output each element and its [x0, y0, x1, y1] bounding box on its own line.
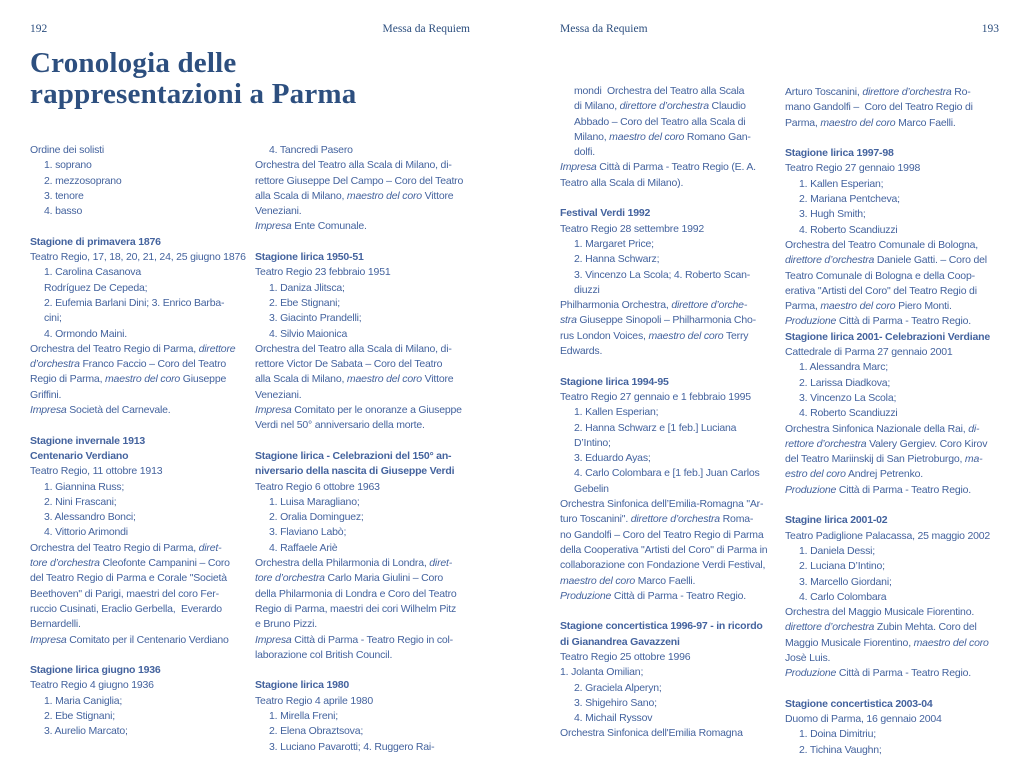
- text-line: 2. mezzosoprano: [44, 174, 122, 187]
- text-line: Teatro alla Scala di Milano).: [560, 176, 684, 189]
- text-line: del Teatro Regio di Parma e Corale "Società: [30, 572, 227, 585]
- text-line: 4. Silvio Maionica: [269, 327, 348, 340]
- text-line: 2. Oralia Dominguez;: [269, 511, 364, 524]
- text-line: Veneziani.: [255, 205, 302, 218]
- text-line: 1. Doina Dimitriu;: [799, 728, 876, 741]
- text-line: Teatro Regio 4 aprile 1980: [255, 694, 373, 707]
- text-line: 2. Graciela Alperyn;: [574, 681, 662, 694]
- text-line: Stagione concertistica 2003-04: [785, 697, 933, 710]
- text-line: 1. Carolina Casanova: [44, 266, 141, 279]
- text-line: Teatro Padiglione Palacassa, 25 maggio 2002: [785, 529, 991, 542]
- section-heading: [255, 449, 471, 480]
- paragraph: [785, 85, 1001, 131]
- text-line: Parma, maestro del coro Marco Faelli.: [785, 116, 956, 129]
- text-line: 2. Eufemia Barlani Dini; 3. Enrico Barba-: [44, 296, 225, 309]
- text-line: Parma, maestro del coro Piero Monti.: [785, 300, 952, 313]
- text-line: 4. Michail Ryssov: [574, 712, 653, 725]
- section-heading: [785, 146, 1001, 161]
- text-line: del Teatro Mariinskij di San Pietroburgo, ma-: [785, 453, 983, 466]
- text-line: Orchestra Sinfonica dell’Emilia-Romagna "Ar-: [560, 498, 764, 511]
- text-column-2: [255, 143, 471, 755]
- text-line: 2. Luciana D’Intino;: [799, 560, 885, 573]
- text-line: Verdi nel 50° anniversario della morte.: [255, 419, 425, 432]
- text-line: tore d’orchestra Carlo Maria Giulini – Coro: [255, 572, 444, 585]
- page-number-left: 192: [30, 23, 48, 35]
- text-line: 1. Mirella Freni;: [269, 709, 338, 722]
- text-line: 3. tenore: [44, 189, 84, 202]
- text-line: Teatro Regio 23 febbraio 1951: [255, 266, 391, 279]
- text-line: 1. Margaret Price;: [574, 237, 654, 250]
- text-line: Regio di Parma, maestri dei cori Wilhelm Pitz: [255, 602, 457, 615]
- text-line: 4. Ormondo Maini.: [44, 327, 127, 340]
- section-heading: [560, 375, 776, 390]
- paragraph: [560, 84, 776, 191]
- text-line: di Milano, direttore d’orchestra Claudio: [574, 100, 746, 113]
- paragraph: [785, 712, 1001, 758]
- section-heading: [785, 330, 1001, 345]
- text-line: Stagine lirica 2001-02: [785, 514, 888, 527]
- text-line: Teatro Regio, 17, 18, 20, 21, 24, 25 giugno 1876: [30, 251, 246, 264]
- running-header-right: Messa da Requiem: [560, 23, 648, 35]
- text-line: 2. Larissa Diadkova;: [799, 376, 891, 389]
- text-line: Griffini.: [30, 388, 62, 401]
- text-line: 4. basso: [44, 205, 83, 218]
- text-line: Teatro Regio 25 ottobre 1996: [560, 650, 691, 663]
- text-line: 2. Tichina Vaughn;: [799, 743, 882, 756]
- text-line: 3. Shigehiro Sano;: [574, 696, 657, 709]
- text-line: 1. Maria Caniglia;: [44, 694, 123, 707]
- paragraph: [785, 161, 1001, 329]
- paragraph: [30, 250, 246, 418]
- text-line: Centenario Verdiano: [30, 449, 129, 462]
- text-line: Rodríguez De Cepeda;: [44, 281, 148, 294]
- text-line: 1. Jolanta Omilian;: [560, 666, 644, 679]
- text-line: 4. Vittorio Arimondi: [44, 526, 128, 539]
- text-line: 4. Carlo Colombara: [799, 590, 887, 603]
- text-line: mondi Orchestra del Teatro alla Scala: [574, 85, 745, 97]
- text-line: Produzione Città di Parma - Teatro Regio.: [560, 589, 746, 602]
- text-line: Gebelin: [574, 482, 609, 495]
- running-header-left: Messa da Requiem: [382, 23, 470, 35]
- page-title: [30, 48, 480, 110]
- text-line: 4. Tancredi Pasero: [269, 144, 353, 156]
- text-line: Teatro Regio 27 gennaio e 1 febbraio 1995: [560, 390, 751, 403]
- text-line: Orchestra del Teatro alla Scala di Milano, di-: [255, 159, 452, 172]
- text-line: direttore d’orchestra Daniele Gatti. – Coro del: [785, 254, 987, 267]
- text-line: 2. Ebe Stignani;: [44, 709, 115, 722]
- paragraph: [30, 678, 246, 739]
- text-line: 2. Hanna Schwarz e [1 feb.] Luciana: [574, 421, 737, 434]
- text-line: tore d’orchestra Cleofonte Campanini – Coro: [30, 557, 230, 570]
- paragraph: [255, 265, 471, 433]
- text-line: Ordine dei solisti: [30, 144, 105, 156]
- text-line: 2. Nini Frascani;: [44, 495, 117, 508]
- section-heading: [785, 697, 1001, 712]
- text-line: ruccio Cusinati, Eraclio Gerbella, Everardo: [30, 602, 222, 615]
- text-line: 3. Luciano Pavarotti; 4. Ruggero Rai-: [269, 740, 435, 753]
- text-line: maestro del coro Marco Faelli.: [560, 574, 696, 587]
- text-line: Impresa Città di Parma - Teatro Regio (E. A.: [560, 161, 756, 174]
- text-line: Orchestra del Teatro Regio di Parma, direttore: [30, 342, 236, 355]
- text-line: Impresa Ente Comunale.: [255, 220, 367, 233]
- text-line: di Gianandrea Gavazzeni: [560, 635, 680, 648]
- text-line: dolfi.: [574, 146, 595, 159]
- paragraph: [255, 143, 471, 235]
- text-line: no Gandolfi – Coro del Teatro Regio di Parma: [560, 528, 764, 541]
- text-line: Josè Luis.: [785, 651, 831, 664]
- text-line: Impresa Comitato per le onoranze a Giuseppe: [255, 404, 462, 417]
- paragraph: [560, 650, 776, 742]
- text-line: niversario della nascita di Giuseppe Verdi: [255, 465, 455, 478]
- text-line: della Cooperativa "Artisti del Coro" di Parma in: [560, 543, 768, 556]
- text-line: erativa "Artisti del Coro" del Teatro Regio di: [785, 284, 977, 297]
- text-line: cini;: [44, 312, 62, 325]
- text-line: Orchestra Sinfonica dell'Emilia Romagna: [560, 727, 743, 740]
- text-line: 3. Aurelio Marcato;: [44, 725, 128, 738]
- text-line: 4. Carlo Colombara e [1 feb.] Juan Carlos: [574, 467, 760, 480]
- text-line: Stagione concertistica 1996-97 - in ricordo: [560, 620, 763, 633]
- text-line: 2. Hanna Schwarz;: [574, 253, 660, 266]
- text-line: Teatro Regio, 11 ottobre 1913: [30, 465, 163, 478]
- text-line: rettore Giuseppe Del Campo – Coro del Teatro: [255, 174, 464, 187]
- text-line: Maggio Musicale Fiorentino, maestro del coro: [785, 636, 989, 649]
- text-line: direttore d’orchestra Zubin Mehta. Coro del: [785, 621, 977, 634]
- text-line: Impresa Città di Parma - Teatro Regio in col-: [255, 633, 453, 646]
- paragraph: [560, 222, 776, 360]
- paragraph: [560, 390, 776, 604]
- text-line: Impresa Comitato per il Centenario Verdiano: [30, 633, 229, 646]
- page-title-line2: rappresentazioni a Parma: [30, 78, 357, 110]
- text-line: 1. Kallen Esperian;: [799, 177, 884, 190]
- text-line: turo Toscanini". direttore d’orchestra Roma-: [560, 513, 754, 526]
- text-line: Teatro Regio 6 ottobre 1963: [255, 480, 380, 493]
- text-line: rus London Voices, maestro del coro Terry: [560, 329, 749, 342]
- text-line: Stagione lirica 1994-95: [560, 375, 669, 388]
- text-line: Stagione di primavera 1876: [30, 235, 161, 248]
- text-line: Beethoven" di Parigi, maestri del coro Fer-: [30, 587, 219, 600]
- text-line: Orchestra del Teatro Comunale di Bologna,: [785, 238, 978, 251]
- text-line: alla Scala di Milano, maestro del coro Vittore: [255, 373, 454, 386]
- text-line: 3. Alessandro Bonci;: [44, 511, 136, 524]
- text-line: Orchestra del Teatro alla Scala di Milano, di-: [255, 342, 452, 355]
- text-line: alla Scala di Milano, maestro del coro Vittore: [255, 189, 454, 202]
- text-line: 1. Luisa Maragliano;: [269, 495, 360, 508]
- paragraph: [785, 529, 1001, 682]
- text-line: Arturo Toscanini, direttore d’orchestra Ro-: [785, 86, 971, 98]
- text-line: Stagione lirica giugno 1936: [30, 664, 161, 677]
- section-heading: [30, 434, 246, 465]
- text-line: 1. Giannina Russ;: [44, 480, 125, 493]
- text-line: rettore Victor De Sabata – Coro del Teatro: [255, 358, 443, 371]
- text-line: estro del coro Andrej Petrenko.: [785, 468, 923, 481]
- text-line: D’Intino;: [574, 436, 611, 449]
- text-line: mano Gandolfi – Coro del Teatro Regio di: [785, 101, 973, 114]
- text-line: Teatro Regio 28 settembre 1992: [560, 222, 705, 235]
- text-line: Philharmonia Orchestra, direttore d’orche-: [560, 299, 748, 312]
- text-line: Festival Verdi 1992: [560, 207, 651, 220]
- text-line: stra Giuseppe Sinopoli – Philharmonia Cho-: [560, 314, 756, 327]
- paragraph: [255, 694, 471, 755]
- text-line: collaborazione con Fondazione Verdi Festival,: [560, 559, 766, 572]
- text-column-4: [785, 85, 1001, 758]
- text-line: Stagione lirica - Celebrazioni del 150° an-: [255, 449, 452, 462]
- text-line: Orchestra del Maggio Musicale Fiorentino.: [785, 606, 975, 619]
- text-line: Regio di Parma, maestro del coro Giuseppe: [30, 373, 227, 386]
- section-heading: [560, 619, 776, 650]
- text-line: 4. Roberto Scandiuzzi: [799, 223, 898, 236]
- text-line: 1. Daniela Dessi;: [799, 544, 875, 557]
- text-line: d’orchestra Franco Faccio – Coro del Teatro: [30, 358, 227, 371]
- text-line: Teatro Comunale di Bologna e della Coop-: [785, 269, 975, 282]
- text-line: Teatro Regio 27 gennaio 1998: [785, 162, 921, 175]
- text-line: laborazione col British Council.: [255, 648, 393, 661]
- text-line: Stagione lirica 2001- Celebrazioni Verdiane: [785, 330, 990, 343]
- text-line: 3. Vincenzo La Scola; 4. Roberto Scan-: [574, 268, 751, 281]
- paragraph: [255, 480, 471, 664]
- page-number-right: 193: [981, 23, 999, 35]
- section-heading: [255, 678, 471, 693]
- text-column-1: [30, 143, 246, 740]
- text-line: 3. Vincenzo La Scola;: [799, 391, 897, 404]
- text-line: Produzione Città di Parma - Teatro Regio.: [785, 483, 971, 496]
- text-line: 2. Elena Obraztsova;: [269, 725, 364, 738]
- text-line: Orchestra del Teatro Regio di Parma, diret-: [30, 541, 222, 554]
- text-line: Duomo di Parma, 16 gennaio 2004: [785, 713, 942, 726]
- text-line: Teatro Regio 4 giugno 1936: [30, 679, 154, 692]
- section-heading: [30, 235, 246, 250]
- text-line: Orchestra Sinfonica Nazionale della Rai, di-: [785, 422, 980, 435]
- section-heading: [30, 663, 246, 678]
- text-line: Veneziani.: [255, 388, 302, 401]
- text-line: 4. Raffaele Ariè: [269, 541, 338, 554]
- text-line: 2. Mariana Pentcheva;: [799, 193, 900, 206]
- text-line: 1. Daniza Jlitsca;: [269, 281, 345, 294]
- section-heading: [560, 206, 776, 221]
- text-line: Abbado – Coro del Teatro alla Scala di: [574, 115, 746, 128]
- text-line: 1. Kallen Esperian;: [574, 406, 659, 419]
- page-title-line1: Cronologia delle: [30, 47, 237, 79]
- paragraph: [30, 464, 246, 648]
- text-line: 1. Alessandra Marc;: [799, 361, 888, 374]
- text-line: rettore d’orchestra Valery Gergiev. Coro Kirov: [785, 437, 988, 450]
- text-line: Produzione Città di Parma - Teatro Regio.: [785, 667, 971, 680]
- text-line: Impresa Società del Carnevale.: [30, 404, 171, 417]
- text-line: Bernardelli.: [30, 618, 81, 631]
- text-line: Milano, maestro del coro Romano Gan-: [574, 130, 751, 143]
- section-heading: [785, 513, 1001, 528]
- text-line: Produzione Città di Parma - Teatro Regio.: [785, 315, 971, 328]
- text-line: Edwards.: [560, 345, 603, 358]
- text-line: Stagione lirica 1980: [255, 679, 350, 692]
- paragraph: [785, 345, 1001, 498]
- text-column-3: [560, 84, 776, 742]
- text-line: 4. Roberto Scandiuzzi: [799, 407, 898, 420]
- text-line: e Bruno Pizzi.: [255, 618, 317, 631]
- text-line: 3. Eduardo Ayas;: [574, 452, 651, 465]
- text-line: Orchestra della Philarmonia di Londra, diret-: [255, 557, 453, 570]
- text-line: diuzzi: [574, 283, 600, 296]
- text-line: 3. Hugh Smith;: [799, 208, 866, 221]
- text-line: 3. Flaviano Labò;: [269, 526, 347, 539]
- text-line: 3. Giacinto Prandelli;: [269, 312, 362, 325]
- paragraph: [30, 143, 246, 219]
- text-line: 3. Marcello Giordani;: [799, 575, 892, 588]
- text-line: 1. soprano: [44, 159, 92, 172]
- text-line: Cattedrale di Parma 27 gennaio 2001: [785, 346, 953, 359]
- text-line: 2. Ebe Stignani;: [269, 296, 340, 309]
- text-line: Stagione lirica 1950-51: [255, 251, 364, 264]
- text-line: Stagione lirica 1997-98: [785, 147, 894, 160]
- section-heading: [255, 250, 471, 265]
- text-line: Stagione invernale 1913: [30, 434, 146, 447]
- text-line: della Philarmonia di Londra e Coro del Teatro: [255, 587, 457, 600]
